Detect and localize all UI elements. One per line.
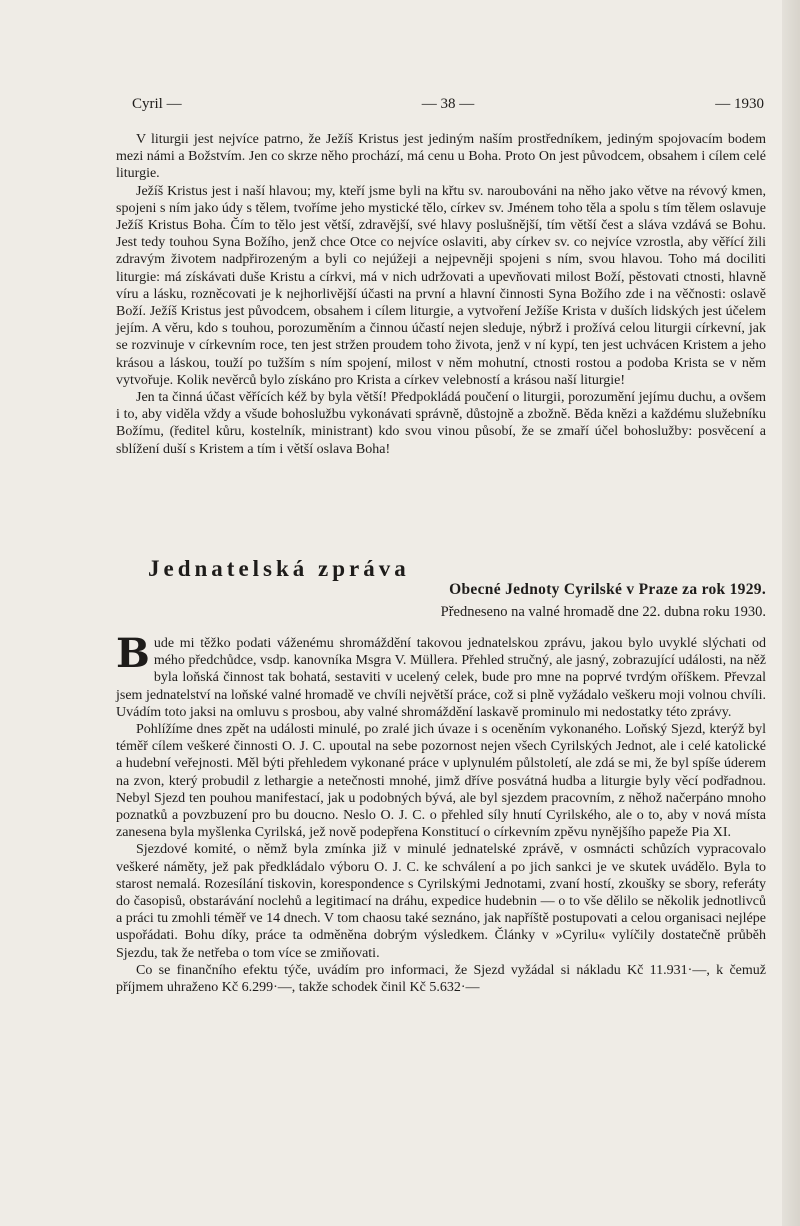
section-subtitle: Obecné Jednoty Cyrilské v Praze za rok 1929. <box>449 581 766 598</box>
drop-cap: B <box>116 630 150 677</box>
header-page-number: — 38 — <box>421 96 475 112</box>
report-paragraph-1 <box>116 630 766 721</box>
liturgy-paragraph-1: V liturgii jest nejvíce patrno, že Ježíš Kristus jest jediným naším prostředníkem, jediným spojovacím bodem mezi námi a Božstvím. Jen co skrze něho prochází, má cenu u Boha. Proto On jest původcem, obsahem i cílem celé liturgie. <box>116 132 766 182</box>
report-paragraph-4: Co se finančního efektu týče, uvádím pro informaci, že Sjezd vyžádal si nákladu Kč 11.931·—, k čemuž příjmem uhraženo Kč 6.299·—, takže schodek činil Kč 5.632·— <box>116 962 766 996</box>
section-title: Jednatelská zpráva <box>148 556 410 581</box>
liturgy-text <box>116 131 766 458</box>
page-edge-shadow <box>782 0 800 1226</box>
running-header <box>132 96 764 116</box>
liturgy-paragraph-3: Jen ta činná účast věřících kéž by byla větší! Předpokládá poučení o liturgii, porozumění jejímu duchu, a ovšem i to, aby viděla vždy a všude bohoslužbu vykonávati správně, důstojně a zbožně. Běda knězi a každému služebníku Božímu, (ředitel kůru, kostelník, ministrant) kdo svou vinou působí, že se zmaří účel bohoslužby: posvěcení a sblížení duší s Kristem a tím i větší oslava Boha! <box>116 390 766 457</box>
header-year: — 1930 <box>715 96 764 112</box>
report-text <box>116 630 766 996</box>
report-paragraph-1-text: ude mi těžko podati váženému shromáždění takovou jednatelskou zprávu, jakou bylo uvyklé slýchati od mého předchůdce, vsdp. kanovníka Msgra V. Müllera. Přehled stručný, ale jasný, zobrazující události, na něž byla loňská činnost tak bohatá, sestaviti v ucelený celek, bude pro mne na poprvé tvrdým oříškem. Převzal jsem jednatelství na loňské valné hromadě ve chvíli největší práce, což si plně vyžádalo veškeru moji volnou chvíli. Uvádím toto jaksi na omluvu s prosbou, aby valné shromáždění laskavě prominulo mi nedostatky této zprávy. <box>116 636 766 720</box>
report-paragraph-3: Sjezdové komité, o němž byla zmínka již v minulé jednatelské zprávě, v osmnácti schůzích vypracovalo veškeré náměty, jež pak předkládalo výboru O. J. C. ke schválení a po jich sankci je ve skutek uvádělo. Byla to starost nemalá. Rozesílání tiskovin, korespondence s Cyrilskými Jednotami, zvaní hostí, zkoušky se sbory, referáty do časopisů, obstarávání noclehů a legitimací na dráhu, expedice hudebnin — o to vše dělilo se několik jednotlivců a práci tu zmohli téměř ve 14 dnech. V tom chaosu také seznáno, jak napříště postupovati a celou organisaci nejlépe uspořádati. Bohu díky, práce ta odměněna dobrým výsledkem. Články v »Cyrilu« vylíčily dostatečně průběh Sjezdu, tak že netřeba o tom více se zmiňovati. <box>116 842 766 961</box>
liturgy-paragraph-2: Ježíš Kristus jest i naší hlavou; my, kteří jsme byli na křtu sv. naroubováni na něho jako větve na révový kmen, spojeni s ním jako údy s tělem, tvoříme jeho mystické tělo, církev sv. Jménem toho těla a spolu s tím tělem oslavuje Ježíš Kristus Boha. Čím to tělo jest větší, zdravější, své hlavy poslušnější, tím větší čest a sláva vzdává se Bohu. Jest tedy touhou Syna Božího, jenž chce Otce co nejvíce oslaviti, aby církev sv. co nejvíce vzrostla, aby věřící žili zdravým životem nadpřirozeným a byli co nejúžeji a nejpevněji spojeni s ním, svou hlavou. Toho má dociliti liturgie: má získávati duše Kristu a církvi, má v nich udržovati a upevňovati milost Boží, pěstovati ctnosti, hlavně víru a lásku, rozněcovati je k nejhorlivější účasti na první a hlavní činnosti Syna Božího zde i na věčnosti: oslavě Boží. Ježíš Kristus jest původcem, obsahem i cílem liturgie, a vytvoření Ježíše Krista v duších lidských jest účelem jejím. A věru, kdo s touhou, porozuměním a činnou účastí nejen sleduje, nýbrž i prožívá celou liturgii církevní, jak se rozvinuje v církevním roce, ten jest stržen proudem toho života, jenž v ní kypí, ten jest uchvácen Kristem a jeho krásou a láskou, touží po tužším s ním spojení, milost v něm mohutní, ctnosti rostou a podoba Krista se v něm vytvořuje. Kolik nevěrců bylo získáno pro Krista a církev velebností a krásou naší liturgie! <box>116 183 766 388</box>
report-paragraph-2: Pohlížíme dnes zpět na události minulé, po zralé jich úvaze i s oceněním vykonaného. Loňský Sjezd, kterýž byl téměř cílem veškeré činnosti O. J. C. upoutal na sebe pozornost nejen všech Cyrilských Jednot, ale i celé katolické a hudební veřejnosti. Měl býti přehledem vykonané práce v uplynulém půlstoletí, ale zdá se mi, že byl spíše úderem na zvon, který probudil z lethargie a netečnosti mnohé, jimž dříve posvátná hudba a liturgie byly věcí podřadnou. Nebyl Sjezd ten pouhou manifestací, jak u podobných bývá, ale byl sjezdem pracovním, z něhož načerpáno mnoho poznatků a povzbuzení pro bu doucno. Neslo O. J. C. o přehled síly hnutí Cyrilského, ale o to, aby v nová místa zanesena byla myšlenka Cyrilská, jež nově podepřena Konstitucí o církevním zpěvu nynějšího papeže Pia XI. <box>116 722 766 841</box>
header-journal-name: Cyril — <box>132 96 182 112</box>
delivery-note: Předneseno na valné hromadě dne 22. dubna roku 1930. <box>440 604 766 620</box>
